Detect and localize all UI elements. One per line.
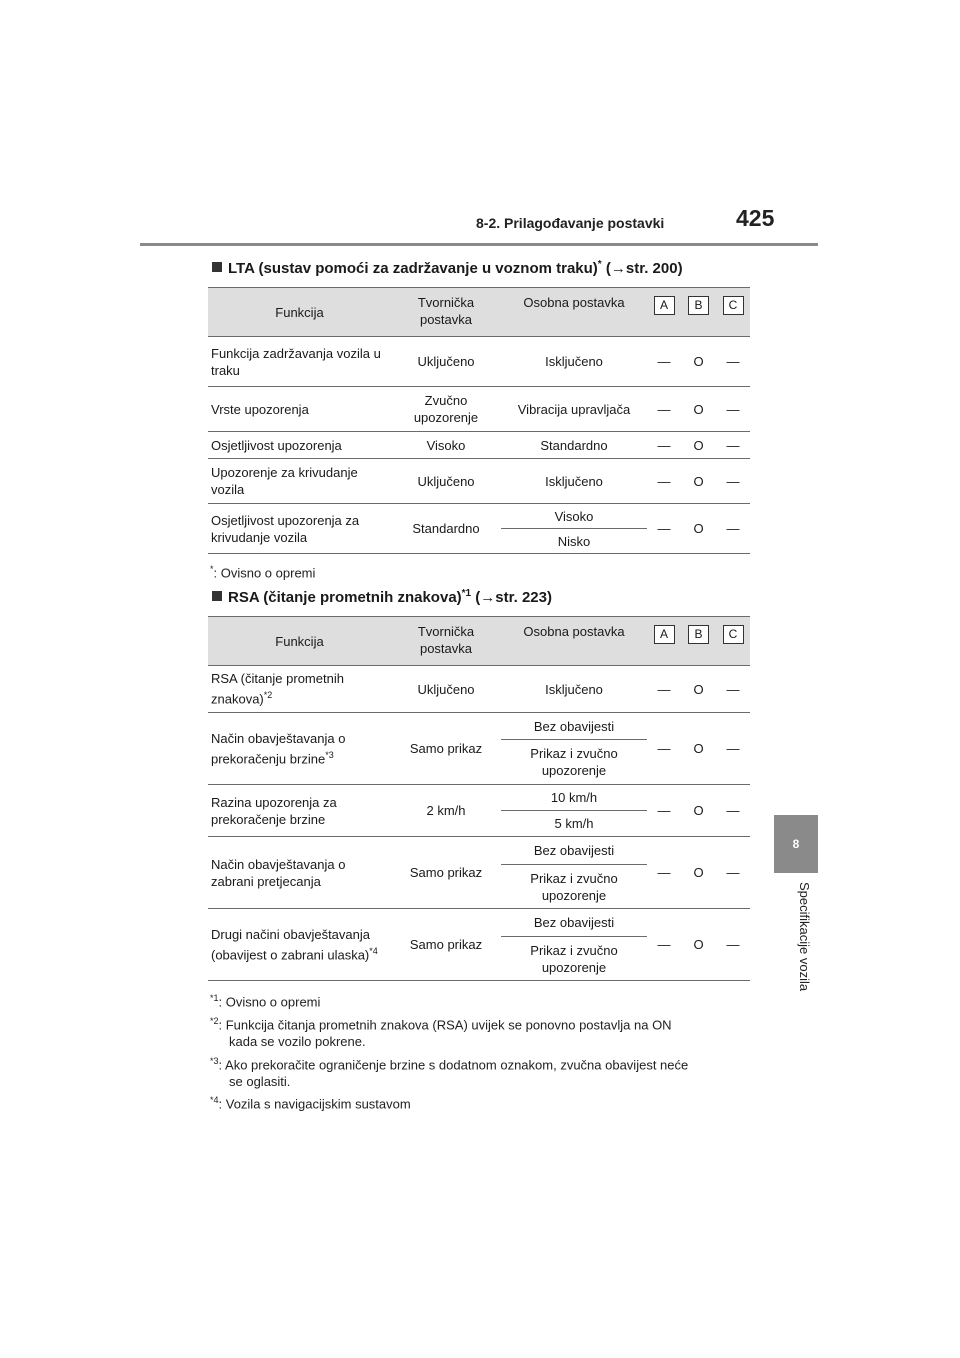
row-function: Način obavještavanja o zabrani pretjecanja bbox=[208, 837, 391, 909]
rsa-footnote-3 bbox=[210, 1053, 688, 1090]
row-c: — bbox=[716, 459, 750, 504]
col-b-box: B bbox=[688, 296, 709, 315]
col-a bbox=[647, 617, 681, 666]
rsa-footnote-4 bbox=[210, 1092, 411, 1112]
col-personal: Osobna postavka bbox=[501, 288, 647, 337]
footnote-text: : Funkcija čitanja prometnih znakova (RSA) uvijek se ponovno postavlja na ON bbox=[218, 1017, 672, 1033]
row-a: — bbox=[647, 837, 681, 909]
row-default: 2 km/h bbox=[391, 785, 501, 837]
row-default: Samo prikaz bbox=[391, 837, 501, 909]
col-a-box: A bbox=[654, 296, 675, 315]
row-personal: Isključeno bbox=[501, 459, 647, 504]
rsa-footnote-1 bbox=[210, 990, 320, 1010]
footnote-mark: *4 bbox=[210, 1095, 219, 1105]
table-row bbox=[208, 504, 750, 529]
table-row bbox=[208, 713, 750, 740]
rsa-heading-text: RSA (čitanje prometnih znakova) bbox=[228, 589, 462, 606]
row-c: — bbox=[716, 837, 750, 909]
row-c: — bbox=[716, 504, 750, 554]
row-default: Standardno bbox=[391, 504, 501, 554]
row-default: Zvučno upozorenje bbox=[391, 387, 501, 432]
row-personal: Vibracija upravljača bbox=[501, 387, 647, 432]
lta-heading-mark: * bbox=[597, 259, 602, 270]
rsa-table bbox=[208, 616, 750, 981]
row-b: O bbox=[681, 504, 716, 554]
col-c-box: C bbox=[723, 625, 744, 644]
row-function: Drugi načini obavještavanja (obavijest o zabrani ulaska)$^{*4}$ bbox=[208, 909, 391, 981]
lta-heading bbox=[212, 259, 683, 277]
row-default: Visoko bbox=[391, 432, 501, 459]
row-function: Osjetljivost upozorenja za krivudanje vozila bbox=[208, 504, 391, 554]
row-function: Vrste upozorenja bbox=[208, 387, 391, 432]
section-title: 8-2. Prilagođavanje postavki bbox=[476, 215, 665, 231]
footnote-text: : Vozila s navigacijskim sustavom bbox=[218, 1096, 411, 1112]
row-c: — bbox=[716, 666, 750, 713]
row-a: — bbox=[647, 666, 681, 713]
chapter-number: 8 bbox=[792, 837, 800, 851]
table-row bbox=[208, 432, 750, 459]
lta-header-row bbox=[208, 288, 750, 337]
row-c: — bbox=[716, 909, 750, 981]
row-personal: Prikaz i zvučno upozorenje bbox=[501, 937, 647, 981]
row-b: O bbox=[681, 432, 716, 459]
row-function: Funkcija zadržavanja vozila u traku bbox=[208, 337, 391, 387]
row-personal: Prikaz i zvučno upozorenje bbox=[501, 865, 647, 909]
lta-page-ref: (→str. 200) bbox=[605, 260, 683, 277]
row-personal: Nisko bbox=[501, 529, 647, 554]
row-default: Uključeno bbox=[391, 337, 501, 387]
row-a: — bbox=[647, 504, 681, 554]
col-default: Tvornička postavka bbox=[391, 288, 501, 337]
row-b: O bbox=[681, 785, 716, 837]
row-a: — bbox=[647, 909, 681, 981]
row-personal: 5 km/h bbox=[501, 811, 647, 837]
lta-table bbox=[208, 287, 750, 554]
footnote-mark: *1 bbox=[210, 993, 219, 1003]
row-a: — bbox=[647, 459, 681, 504]
row-c: — bbox=[716, 337, 750, 387]
row-personal: Standardno bbox=[501, 432, 647, 459]
col-c-box: C bbox=[723, 296, 744, 315]
row-personal: Isključeno bbox=[501, 337, 647, 387]
footnote-mark: *3 bbox=[210, 1056, 219, 1066]
rsa-heading bbox=[212, 588, 552, 606]
row-function: RSA (čitanje prometnih znakova)$^{*2}$ bbox=[208, 666, 391, 713]
row-b: O bbox=[681, 337, 716, 387]
row-b: O bbox=[681, 909, 716, 981]
table-row bbox=[208, 909, 750, 937]
row-function: Razina upozorenja za prekoračenje brzine bbox=[208, 785, 391, 837]
row-a: — bbox=[647, 387, 681, 432]
col-b bbox=[681, 288, 716, 337]
row-personal: Bez obavijesti bbox=[501, 713, 647, 740]
row-function: Način obavještavanja o prekoračenju brzine$^{*3}$ bbox=[208, 713, 391, 785]
row-default: Uključeno bbox=[391, 459, 501, 504]
table-row bbox=[208, 337, 750, 387]
col-b bbox=[681, 617, 716, 666]
col-c bbox=[716, 288, 750, 337]
lta-heading-text: LTA (sustav pomoći za zadržavanje u voznom traku) bbox=[228, 260, 598, 277]
row-default: Samo prikaz bbox=[391, 713, 501, 785]
footnote-text: : Ako prekoračite ograničenje brzine s dodatnom oznakom, zvučna obavijest neće bbox=[218, 1057, 689, 1073]
table-row bbox=[208, 459, 750, 504]
row-personal: Bez obavijesti bbox=[501, 909, 647, 937]
col-a-box: A bbox=[654, 625, 675, 644]
footnote-text-cont: se oglasiti. bbox=[229, 1074, 291, 1090]
row-personal: Isključeno bbox=[501, 666, 647, 713]
row-default: Uključeno bbox=[391, 666, 501, 713]
col-personal: Osobna postavka bbox=[501, 617, 647, 666]
header-rule bbox=[140, 243, 818, 246]
lta-footnote bbox=[210, 561, 315, 581]
row-b: O bbox=[681, 713, 716, 785]
chapter-label: Specifikacije vozila bbox=[797, 882, 812, 992]
row-personal: Prikaz i zvučno upozorenje bbox=[501, 740, 647, 785]
table-row bbox=[208, 785, 750, 811]
bullet-square-icon bbox=[212, 262, 222, 272]
table-row bbox=[208, 666, 750, 713]
rsa-header-row bbox=[208, 617, 750, 666]
row-b: O bbox=[681, 387, 716, 432]
row-b: O bbox=[681, 666, 716, 713]
col-a bbox=[647, 288, 681, 337]
col-function: Funkcija bbox=[208, 617, 391, 666]
row-personal: Bez obavijesti bbox=[501, 837, 647, 865]
col-default: Tvornička postavka bbox=[391, 617, 501, 666]
row-a: — bbox=[647, 432, 681, 459]
table-row bbox=[208, 387, 750, 432]
col-b-box: B bbox=[688, 625, 709, 644]
rsa-footnote-2 bbox=[210, 1013, 672, 1050]
row-c: — bbox=[716, 713, 750, 785]
rsa-page-ref: (→str. 223) bbox=[475, 589, 552, 606]
row-function: Osjetljivost upozorenja bbox=[208, 432, 391, 459]
footnote-mark: *2 bbox=[210, 1016, 219, 1026]
row-personal: 10 km/h bbox=[501, 785, 647, 811]
page-number: 425 bbox=[736, 205, 775, 231]
bullet-square-icon bbox=[212, 591, 222, 601]
chapter-tab bbox=[774, 815, 818, 873]
footnote-mark: * bbox=[210, 564, 214, 574]
footnote-text-cont: kada se vozilo pokrene. bbox=[229, 1034, 366, 1050]
row-a: — bbox=[647, 337, 681, 387]
row-function: Upozorenje za krivudanje vozila bbox=[208, 459, 391, 504]
row-c: — bbox=[716, 785, 750, 837]
footnote-text: : Ovisno o opremi bbox=[218, 994, 321, 1010]
row-personal: Visoko bbox=[501, 504, 647, 529]
col-c bbox=[716, 617, 750, 666]
row-a: — bbox=[647, 713, 681, 785]
row-b: O bbox=[681, 837, 716, 909]
footnote-text: : Ovisno o opremi bbox=[213, 565, 316, 581]
row-c: — bbox=[716, 432, 750, 459]
row-default: Samo prikaz bbox=[391, 909, 501, 981]
row-c: — bbox=[716, 387, 750, 432]
row-a: — bbox=[647, 785, 681, 837]
table-row bbox=[208, 837, 750, 865]
row-b: O bbox=[681, 459, 716, 504]
col-function: Funkcija bbox=[208, 288, 391, 337]
rsa-heading-mark: *1 bbox=[461, 588, 472, 599]
